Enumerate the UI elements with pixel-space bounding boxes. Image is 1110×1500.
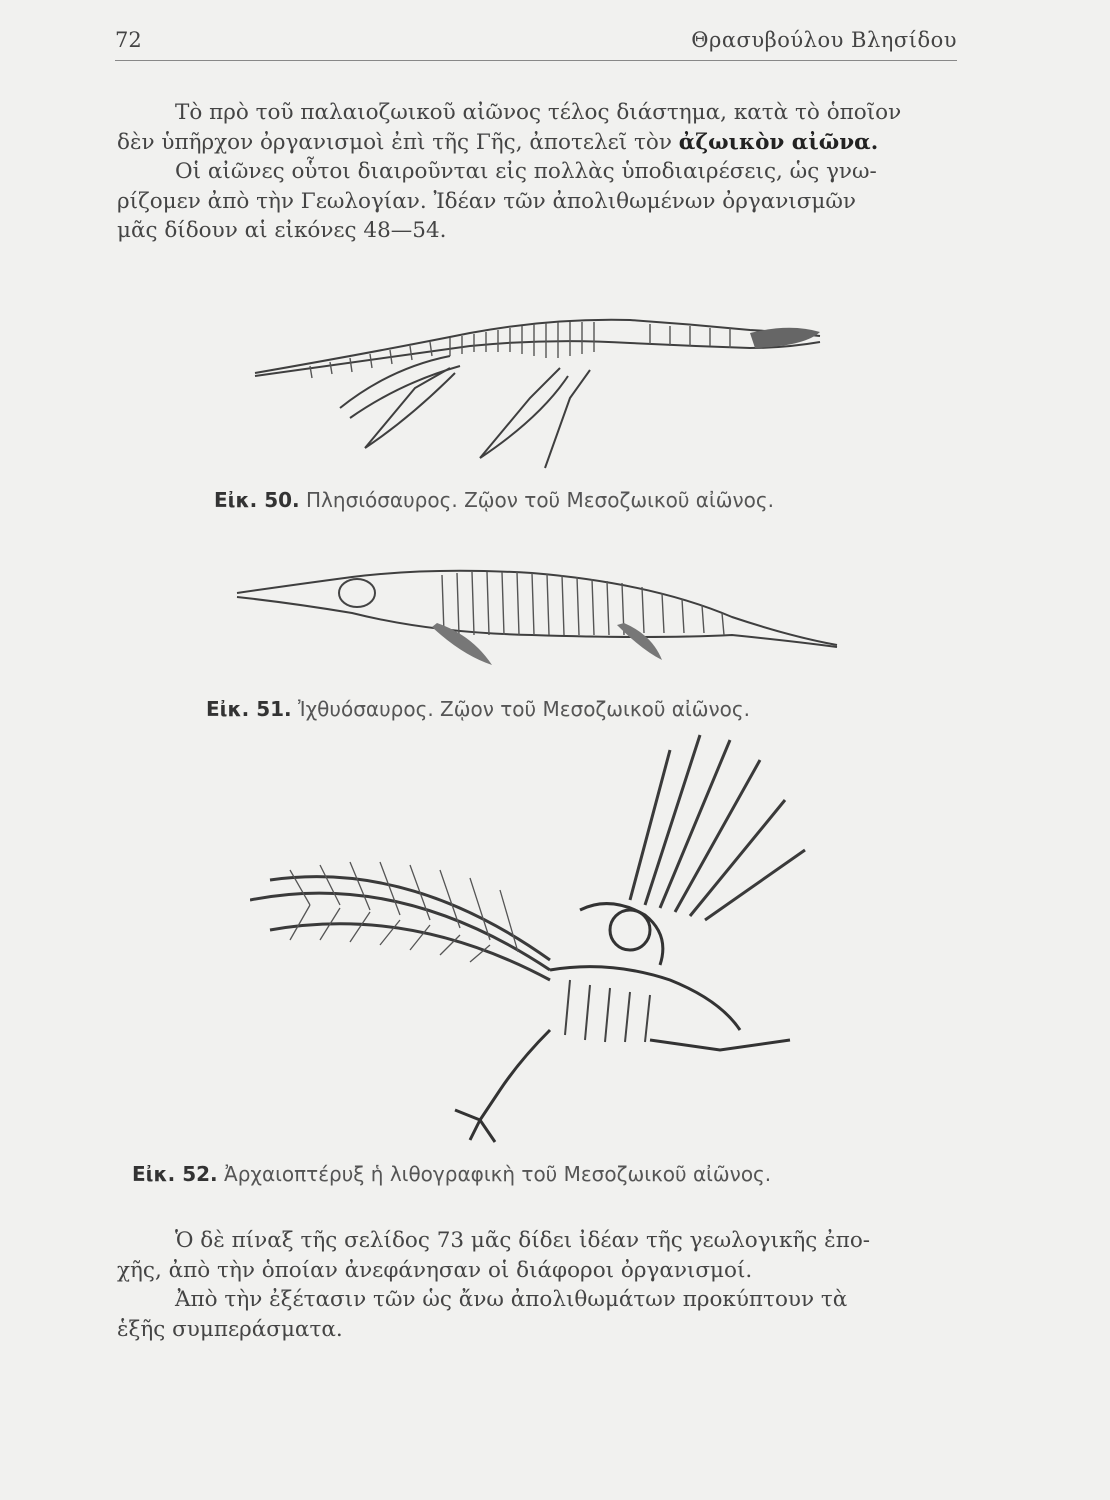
running-head [115, 28, 957, 58]
archaeopteryx-illustration [250, 730, 820, 1150]
intro-paragraph [117, 98, 959, 246]
ichthyosaurus-illustration [232, 555, 842, 665]
text-line: ρίζομεν ἀπὸ τὴν Γεωλογίαν. Ἰδέαν τῶν ἀπολιθωμένων ὀργανισμῶν [117, 188, 856, 214]
figure-caption [206, 697, 750, 721]
page-number: 72 [115, 28, 142, 52]
text-line [117, 128, 959, 158]
figure-label: Εἰκ. 51. [206, 697, 292, 721]
text-line: ἑξῆς συμπεράσματα. [117, 1316, 343, 1342]
figure-label: Εἰκ. 50. [214, 488, 300, 512]
text-span: δὲν ὑπῆρχον ὀργανισμοὶ ἐπὶ τῆς Γῆς, ἀποτελεῖ τὸν [117, 129, 672, 155]
text-line: Ὁ δὲ πίναξ τῆς σελίδος 73 μᾶς δίδει ἰδέαν τῆς γεωλογικῆς ἐπο- [175, 1228, 871, 1253]
header-rule [115, 60, 957, 61]
text-line: χῆς, ἀπὸ τὴν ὁποίαν ἀνεφάνησαν οἱ διάφοροι ὀργανισμοί. [117, 1257, 753, 1283]
figure-label: Εἰκ. 52. [132, 1162, 218, 1186]
figure-caption-text: Ἰχθυόσαυρος. Ζῷον τοῦ Μεσοζωικοῦ αἰῶνος. [298, 697, 750, 721]
text-line: Τὸ πρὸ τοῦ παλαιοζωικοῦ αἰῶνος τέλος διάστημα, κατὰ τὸ ὁποῖον [175, 100, 902, 125]
emphasis-term: ἀζωικὸν αἰῶνα. [678, 129, 879, 155]
figure-caption [132, 1162, 771, 1186]
figure-caption-text: Πλησιόσαυρος. Ζῷον τοῦ Μεσοζωικοῦ αἰῶνος. [306, 488, 775, 512]
text-line: Οἱ αἰῶνες οὗτοι διαιροῦνται εἰς πολλὰς ὑποδιαιρέσεις, ὡς γνω- [175, 159, 877, 184]
plesiosaurus-illustration [250, 298, 830, 480]
running-title: Θρασυβούλου Βλησίδου [691, 28, 957, 52]
outro-paragraph [117, 1226, 959, 1344]
figure-caption-text: Ἀρχαιοπτέρυξ ἡ λιθογραφικὴ τοῦ Μεσοζωικοῦ αἰῶνος. [224, 1162, 772, 1186]
figure-caption [214, 488, 774, 512]
text-line: Ἀπὸ τὴν ἐξέτασιν τῶν ὡς ἄνω ἀπολιθωμάτων προκύπτουν τὰ [175, 1287, 848, 1312]
text-line: μᾶς δίδουν αἱ εἰκόνες 48—54. [117, 218, 447, 243]
